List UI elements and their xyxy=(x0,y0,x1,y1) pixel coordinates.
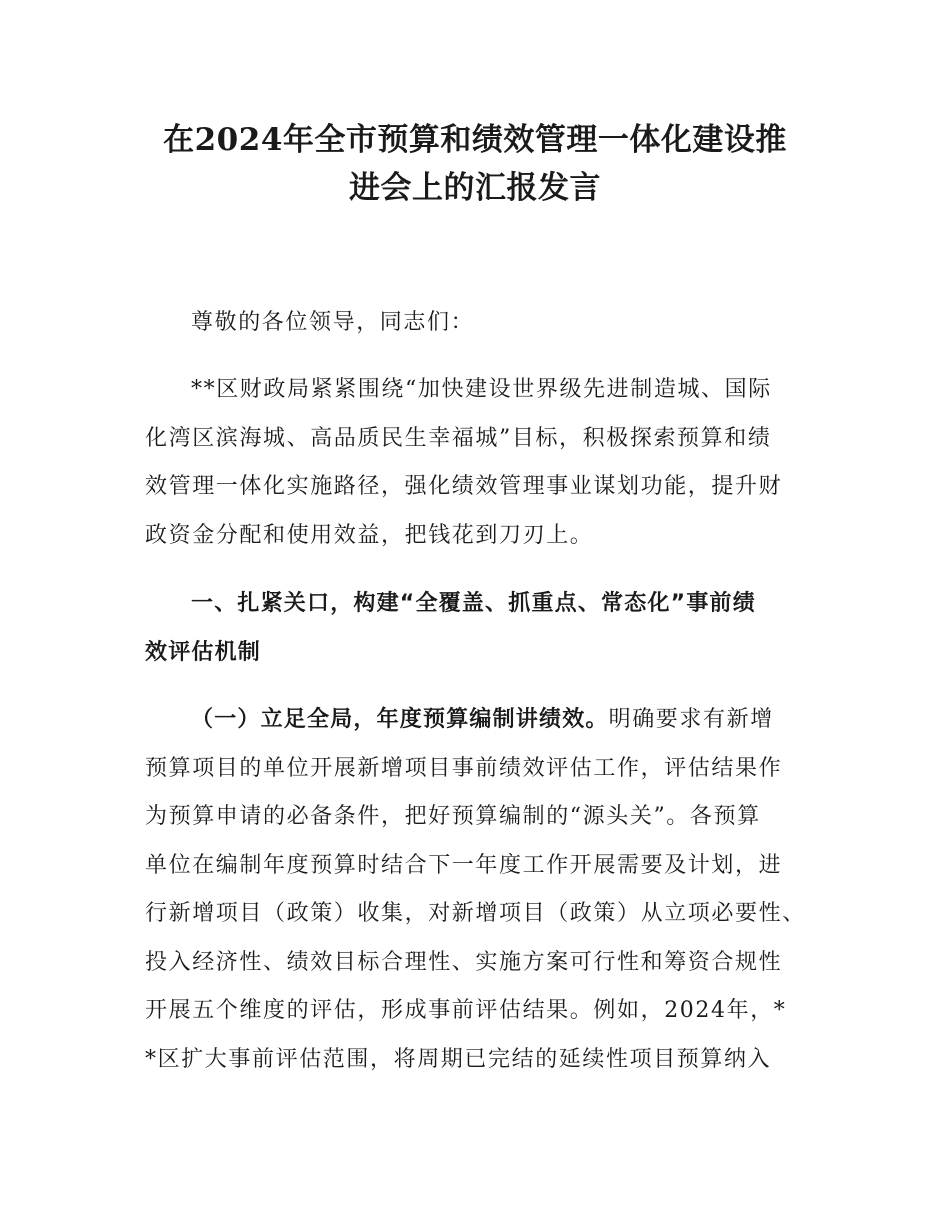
subsection-1-paragraph xyxy=(145,696,810,1084)
salutation-text: 尊敬的各位领导，同志们： xyxy=(191,310,475,335)
subsection-line: 预算项目的单位开展新增项目事前绩效评估工作，评估结果作 xyxy=(145,755,783,781)
section-1-heading xyxy=(145,580,810,677)
salutation xyxy=(145,299,810,348)
subsection-line: 单位在编制年度预算时结合下一年度工作开展需要及计划，进 xyxy=(145,852,783,878)
section-heading-line: 一、扎紧关口，构建“全覆盖、抓重点、常态化”事前绩 xyxy=(191,591,756,616)
document-title-line-2: 进会上的汇报发言 xyxy=(349,170,601,206)
subsection-line: 投入经济性、绩效目标合理性、实施方案可行性和筹资合规性 xyxy=(145,949,783,975)
intro-line: 化湾区滨海城、高品质民生幸福城”目标，积极探索预算和绩 xyxy=(145,425,772,451)
section-heading-line: 效评估机制 xyxy=(145,639,262,665)
subsection-first-line-rest: 明确要求有新增 xyxy=(608,707,774,732)
subsection-line: 开展五个维度的评估，形成事前评估结果。例如，2024年，* xyxy=(145,998,787,1023)
intro-line: **区财政局紧紧围绕“加快建设世界级先进制造城、国际 xyxy=(191,377,772,402)
intro-paragraph xyxy=(145,366,810,560)
subsection-1-lead: （一）立足全局，年度预算编制讲绩效。 xyxy=(191,707,609,732)
document-title-line-1: 在2024年全市预算和绩效管理一体化建设推 xyxy=(163,122,787,158)
subsection-line: 行新增项目（政策）收集，对新增项目（政策）从立项必要性、 xyxy=(145,901,806,926)
subsection-line: 为预算申请的必备条件，把好预算编制的“源头关”。各预算 xyxy=(145,804,761,829)
intro-line: 政资金分配和使用效益，把钱花到刀刃上。 xyxy=(145,522,594,548)
subsection-first-line xyxy=(145,696,810,745)
intro-line: 效管理一体化实施路径，强化绩效管理事业谋划功能，提升财 xyxy=(145,474,783,499)
subsection-line: *区扩大事前评估范围，将周期已完结的延续性项目预算纳入 xyxy=(145,1046,772,1072)
